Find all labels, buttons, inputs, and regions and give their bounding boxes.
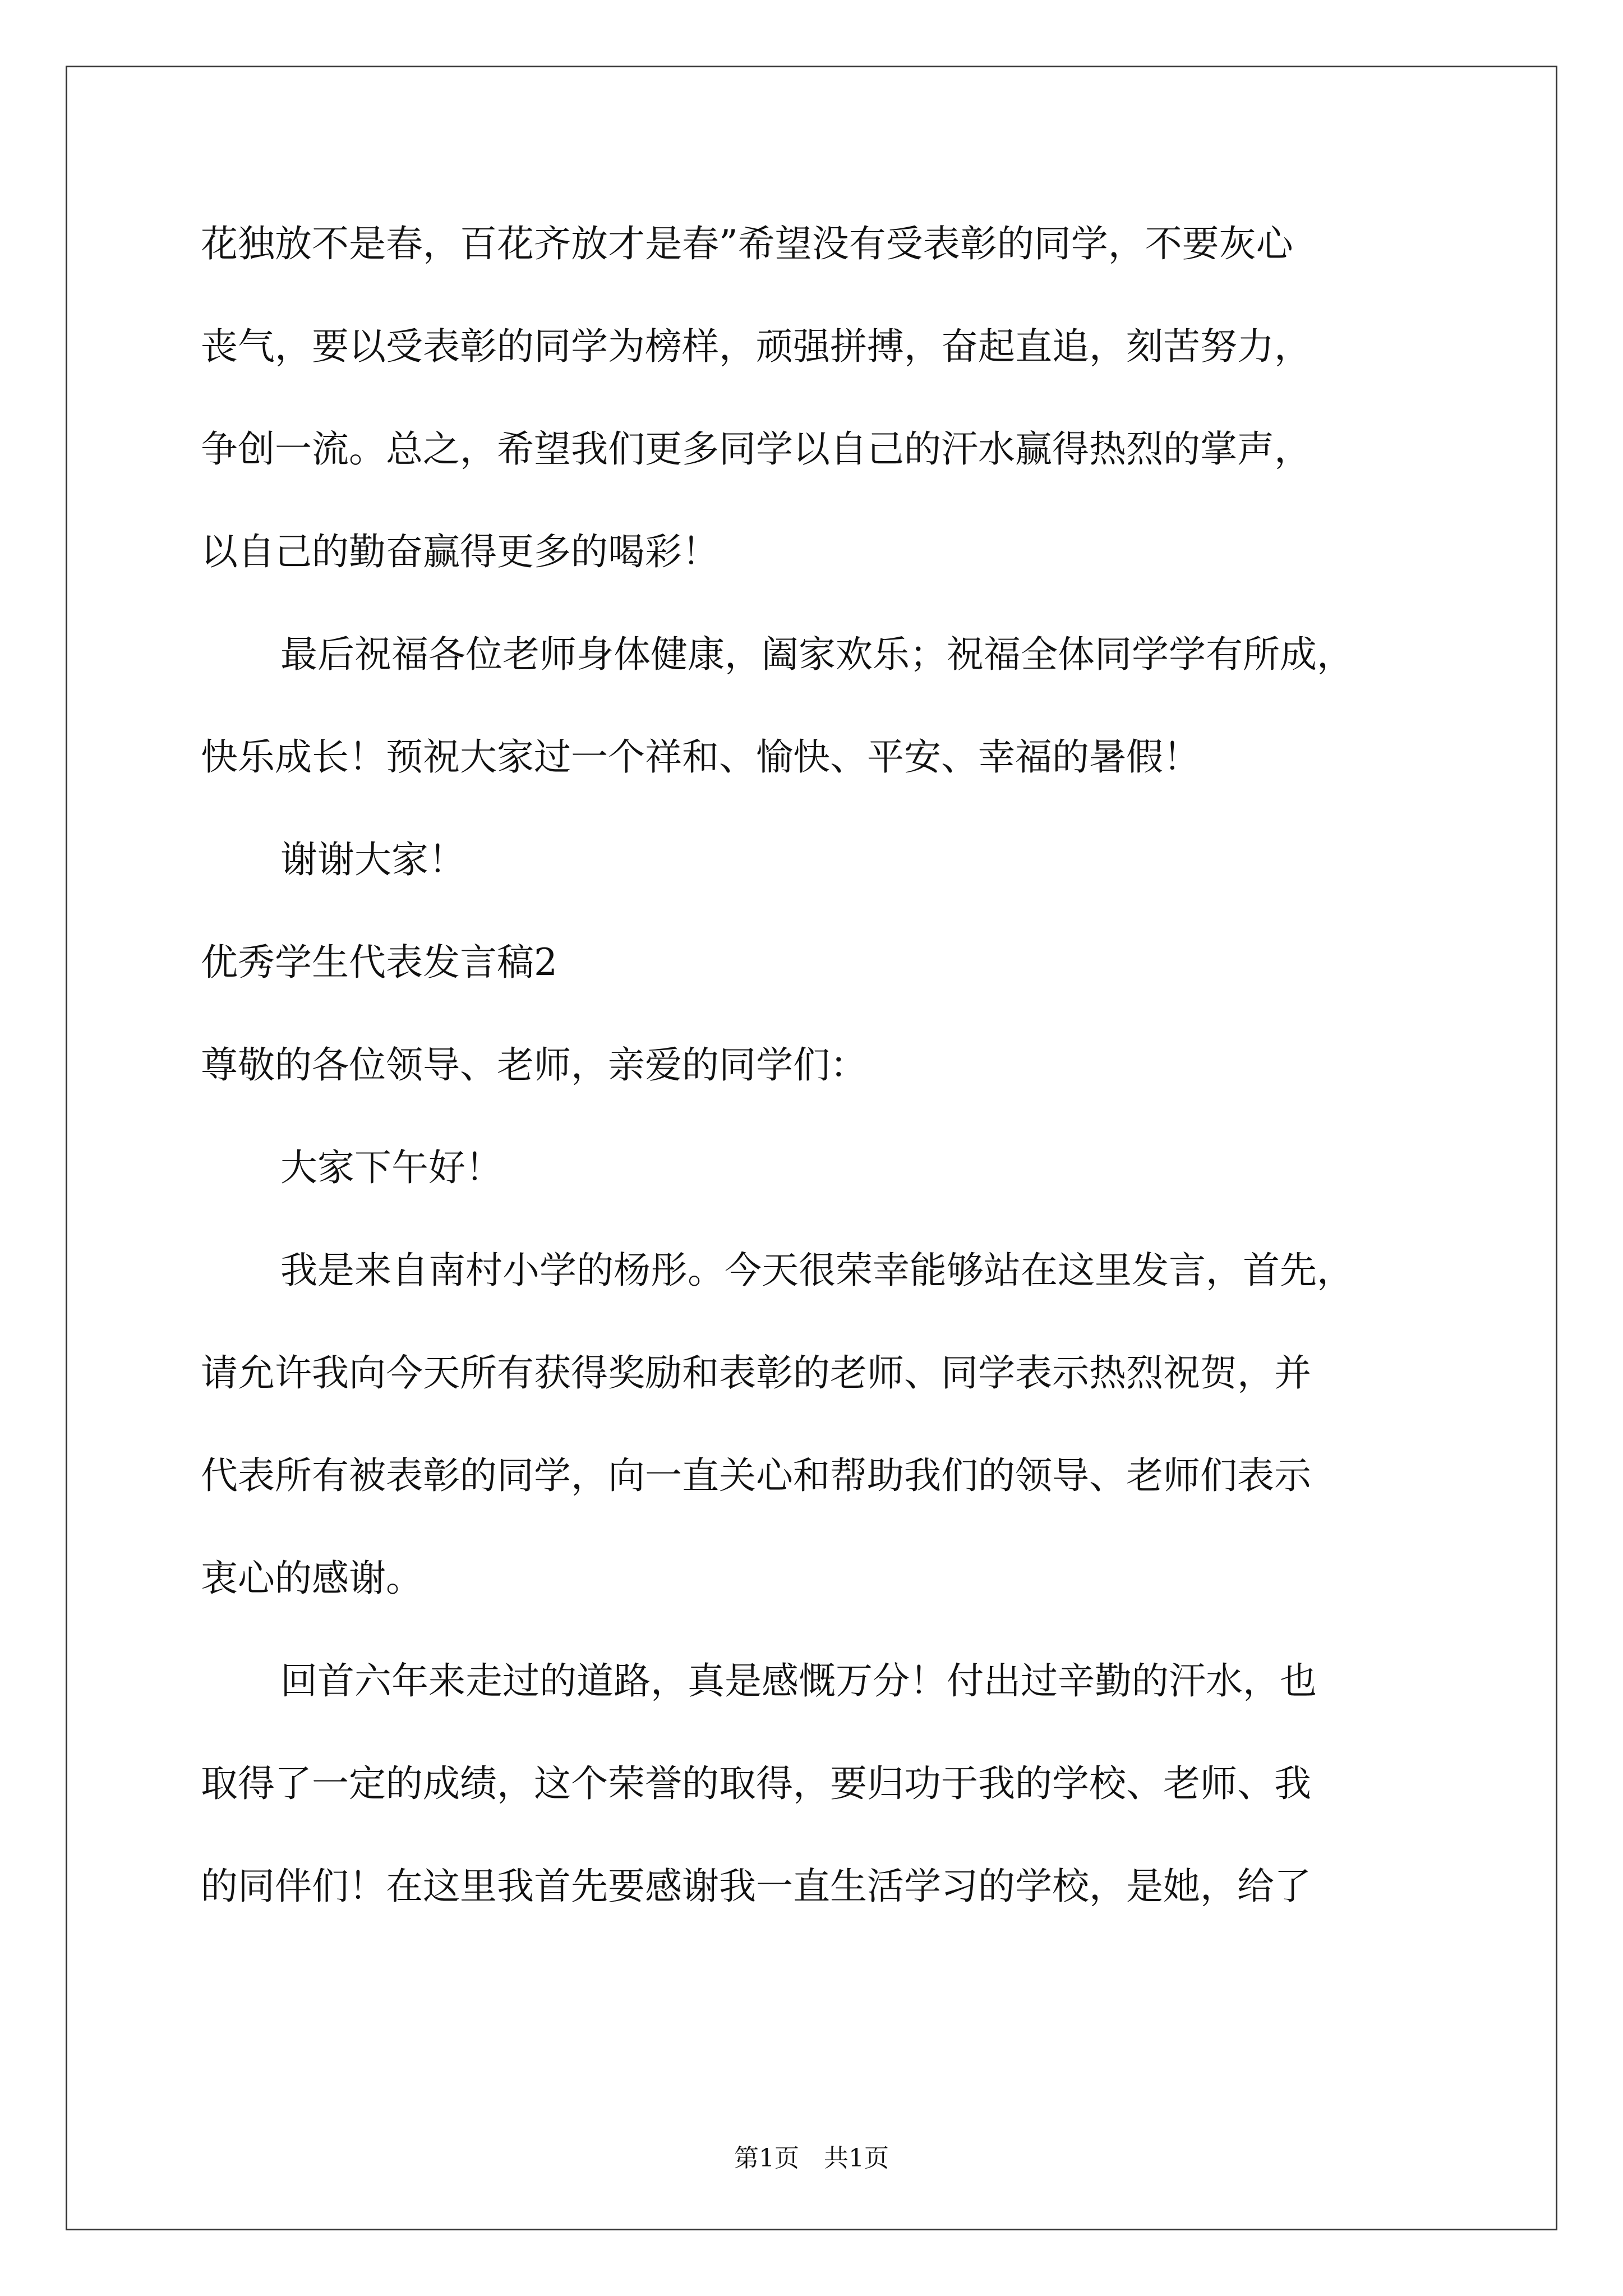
paragraph-line: 我是来自南村小学的杨彤。今天很荣幸能够站在这里发言，首先， <box>280 1249 1354 1292</box>
salutation-line: 尊敬的各位领导、老师，亲爱的同学们： <box>201 1043 867 1087</box>
page-footer: 第1页 共1页 <box>734 2144 889 2173</box>
greeting-line: 大家下午好！ <box>280 1146 502 1189</box>
paragraph-line: 谢谢大家！ <box>280 838 465 881</box>
paragraph-line: 以自己的勤奋赢得更多的喝彩！ <box>201 530 719 573</box>
paragraph-line: 快乐成长！预祝大家过一个祥和、愉快、平安、幸福的暑假！ <box>201 735 1200 779</box>
paragraph-line: 的同伴们！在这里我首先要感谢我一直生活学习的学校，是她，给了 <box>201 1865 1311 1908</box>
paragraph-line: 争创一流。总之，希望我们更多同学以自己的汗水赢得热烈的掌声， <box>201 427 1311 471</box>
paragraph-line: 花独放不是春，百花齐放才是春”希望没有受表彰的同学，不要灰心 <box>201 222 1293 265</box>
paragraph-line: 丧气，要以受表彰的同学为榜样，顽强拼搏，奋起直追，刻苦努力， <box>201 325 1311 368</box>
paragraph-line: 回首六年来走过的道路，真是感慨万分！付出过辛勤的汗水，也 <box>280 1659 1317 1703</box>
paragraph-line: 衷心的感谢。 <box>201 1557 423 1600</box>
section-heading: 优秀学生代表发言稿2 <box>201 941 557 984</box>
paragraph-line: 取得了一定的成绩，这个荣誉的取得，要归功于我的学校、老师、我 <box>201 1762 1311 1805</box>
paragraph-line: 代表所有被表彰的同学，向一直关心和帮助我们的领导、老师们表示 <box>201 1454 1311 1497</box>
paragraph-line: 最后祝福各位老师身体健康，阖家欢乐；祝福全体同学学有所成， <box>280 633 1354 676</box>
paragraph-line: 请允许我向今天所有获得奖励和表彰的老师、同学表示热烈祝贺，并 <box>201 1351 1311 1395</box>
